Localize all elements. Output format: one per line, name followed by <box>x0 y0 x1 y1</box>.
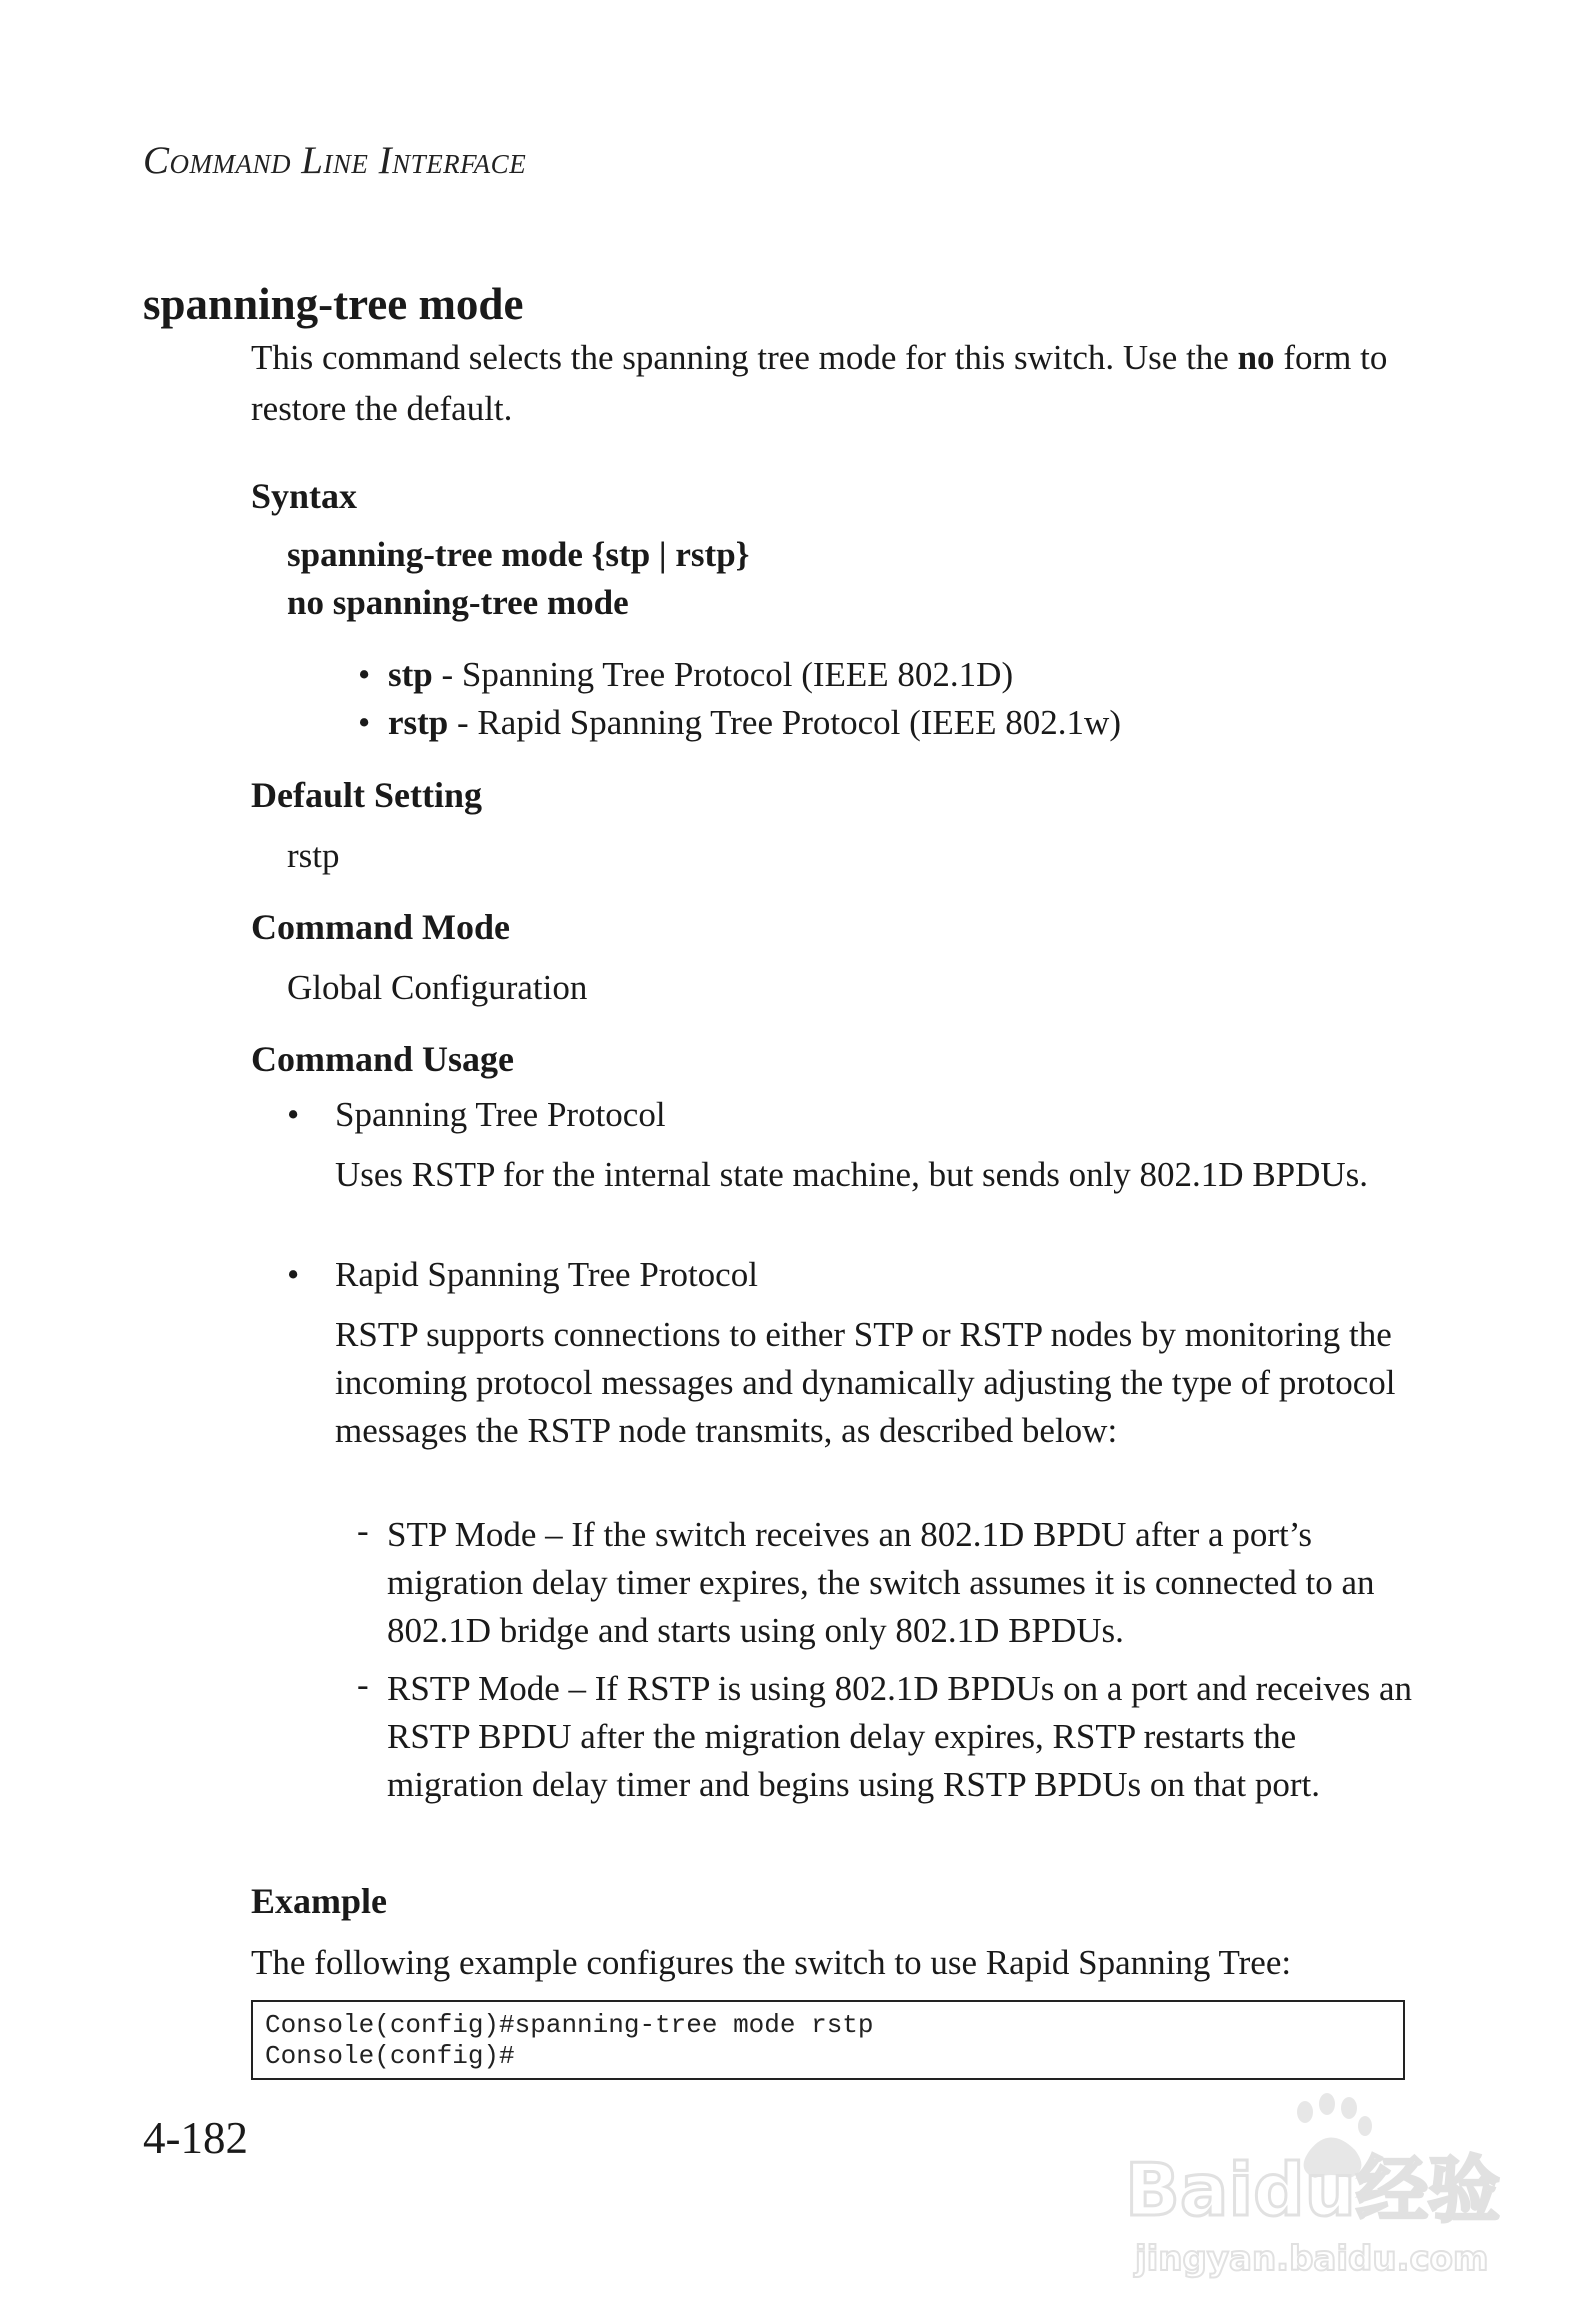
intro-bold-keyword: no <box>1237 338 1275 377</box>
command-usage-heading: Command Usage <box>251 1039 515 1079</box>
param-name: stp <box>388 655 433 694</box>
default-setting-value: rstp <box>287 836 340 875</box>
param-desc: - Rapid Spanning Tree Protocol (IEEE 802.1w) <box>448 703 1121 742</box>
command-mode-value: Global Configuration <box>287 968 588 1007</box>
bullet: • <box>358 655 371 694</box>
syntax-command-2: no spanning-tree mode <box>287 583 629 622</box>
param-text <box>388 655 1013 695</box>
dash: - <box>357 1511 369 1550</box>
dash: - <box>357 1665 369 1704</box>
intro-paragraph <box>251 332 1411 434</box>
bullet: • <box>358 703 371 742</box>
intro-prefix: This command selects the spanning tree mode for this switch. Use the <box>251 338 1238 377</box>
code-line: Console(config)#spanning-tree mode rstp <box>265 2010 874 2040</box>
usage-item-text: Uses RSTP for the internal state machine, but sends only 802.1D BPDUs. <box>335 1155 1369 1194</box>
command-mode-heading: Command Mode <box>251 907 510 947</box>
watermark-brand: Baidu经验 <box>1125 2148 1500 2232</box>
usage-item-title: Spanning Tree Protocol <box>335 1095 666 1134</box>
bullet: • <box>287 1255 300 1294</box>
usage-item-text: RSTP supports connections to either STP or RSTP nodes by monitoring the incoming protocol messages and dynamically adjusting the type of protocol messages the RSTP node transmits, as described below: <box>335 1315 1396 1450</box>
intro-suffix: form to restore the default. <box>251 338 1388 428</box>
example-text: The following example configures the switch to use Rapid Spanning Tree: <box>251 1943 1292 1982</box>
watermark-url: jingyan.baidu.com <box>1135 2239 1489 2279</box>
bullet: • <box>287 1095 300 1134</box>
syntax-command-1: spanning-tree mode {stp | rstp} <box>287 535 750 574</box>
paw-icon <box>1115 2090 1515 2290</box>
baidu-watermark-logo <box>1115 2090 1515 2290</box>
syntax-heading: Syntax <box>251 476 358 516</box>
default-setting-heading: Default Setting <box>251 775 482 815</box>
section-title: spanning-tree mode <box>143 279 524 329</box>
page-number: 4-182 <box>143 2113 248 2163</box>
code-line: Console(config)# <box>265 2041 515 2071</box>
usage-subitem-text: RSTP Mode – If RSTP is using 802.1D BPDUs on a port and receives an RSTP BPDU after the migration delay expires, RSTP restarts the migration delay timer and begins using RSTP BPDUs on that port. <box>387 1669 1412 1804</box>
example-heading: Example <box>251 1881 388 1921</box>
param-desc: - Spanning Tree Protocol (IEEE 802.1D) <box>432 655 1014 694</box>
running-header: Command Line Interface <box>143 139 527 182</box>
usage-subitem-text: STP Mode – If the switch receives an 802.1D BPDU after a port’s migration delay timer expires, the switch assumes it is connected to an 802.1D bridge and starts using only 802.1D BPDUs. <box>387 1515 1375 1650</box>
code-block <box>251 2000 1405 2080</box>
usage-item-title: Rapid Spanning Tree Protocol <box>335 1255 758 1294</box>
param-text <box>388 703 1121 743</box>
param-name: rstp <box>388 703 449 742</box>
